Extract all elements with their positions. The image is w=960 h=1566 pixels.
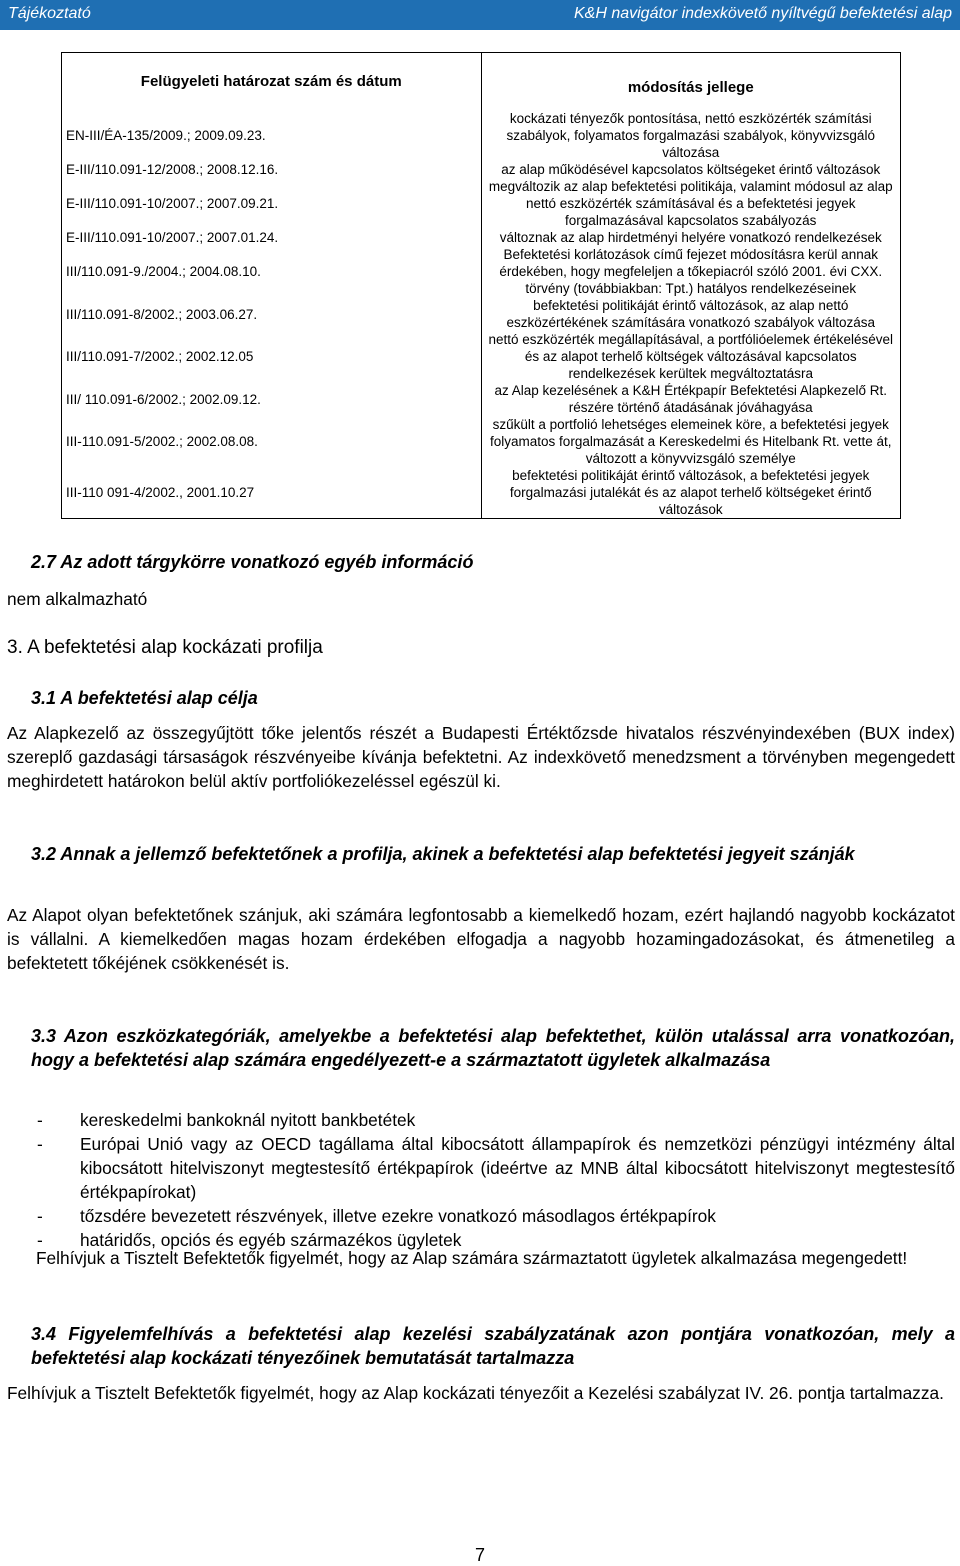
list-item-text: határidős, opciós és egyéb származékos ügyletek [80,1230,462,1250]
list-item [7,1108,955,1132]
list-item [7,1132,955,1204]
list-dash: - [37,1110,43,1130]
change-description-cell: befektetési politikáját érintő változások, az alap nettó eszközértékének számítására vonatkozó szabályok változása [506,298,875,330]
page-number: 7 [474,1545,485,1565]
table-row [62,178,901,229]
change-description-cell: szűkült a portfolió lehetséges elemeinek köre, a befektetési jegyek folyamatos forgalmazását a Kereskedelmi és Hitelbank Rt. vette át, változott a könyvvizsgáló személye [490,417,892,466]
table-row [62,467,901,519]
section-3-3-note: Felhívjuk a Tisztelt Befektetők figyelmét, hogy az Alap számára származtatott ügyletek alkalmazása megengedett! [36,1248,908,1268]
table-row [62,229,901,246]
change-description-cell: megváltozik az alap befektetési politikája, valamint módosul az alap nettó eszközérték számításával és a befektetési jegyek forgalmazásával kapcsolatos szabályozás [488,179,893,228]
page-header [0,0,960,30]
section-3-1-heading: 3.1 A befektetési alap célja [31,688,258,708]
resolution-cell: E-III/110.091-10/2007.; 2007.01.24. [62,229,482,246]
amendments-table [61,52,901,519]
section-3-2-heading: 3.2 Annak a jellemző befektetőnek a profilja, akinek a befektetési alap befektetési jegyeit szánják [31,844,855,864]
table-body [62,110,901,519]
resolution-cell: E-III/110.091-12/2008.; 2008.12.16. [62,161,482,178]
table-row [62,416,901,467]
list-item-text: Európai Unió vagy az OECD tagállama által kibocsátott állampapírok és nemzetközi pénzügyi intézmény által kibocsátott hitelviszonyt megtestesítő értékpapírok (ideértve az MNB által kibocsátott hitelviszonyt megtestesítő értékpapírokat) [80,1134,955,1202]
header-left-title: Tájékoztató [8,5,91,22]
resolution-cell: EN-III/ÉA-135/2009.; 2009.09.23. [62,110,482,161]
list-item [7,1204,955,1228]
table-row [62,382,901,416]
section-3-3-heading: 3.3 Azon eszközkategóriák, amelyekbe a befektetési alap befektethet, külön utalással arra vonatkozóan, hogy a befektetési alap számára engedélyezett-e a származtatott ügyletek alkalmazása [31,1026,955,1070]
table-row [62,161,901,178]
resolution-cell: E-III/110.091-10/2007.; 2007.09.21. [62,178,482,229]
table-header-row [62,53,901,111]
section-3-4-heading: 3.4 Figyelemfelhívás a befektetési alap kezelési szabályzatának azon pontjára vonatkozóan, mely a befektetési alap kockázati tényezőinek bemutatását tartalmazza [31,1324,955,1368]
resolution-cell: III/ 110.091-6/2002.; 2002.09.12. [62,382,482,416]
change-description-cell: Befektetési korlátozások című fejezet módosításra kerül annak érdekében, hogy megfeleljen a tőkepiacról szóló 2001. évi CXX. törvény (továbbiakban: Tpt.) hatályos rendelkezéseinek [499,247,883,296]
list-item-text: tőzsdére bevezetett részvények, illetve ezekre vonatkozó másodlagos értékpapírok [80,1206,716,1226]
change-description-cell: nettó eszközérték megállapításával, a portfólióelemek értékelésével és az alapot terhelő költségek változásával kapcsolatos rendelkezések kerültek megváltoztatásra [488,332,893,381]
change-description-cell: változnak az alap hirdetményi helyére vonatkozó rendelkezések [499,230,882,245]
table-row [62,297,901,331]
table-row [62,110,901,161]
table-row [62,331,901,382]
col-header-nature: módosítás jellege [627,78,754,96]
resolution-cell: III/110.091-8/2002.; 2003.06.27. [62,297,482,331]
section-2-7-heading: 2.7 Az adott tárgykörre vonatkozó egyéb információ [31,552,474,572]
list-item-text: kereskedelmi bankoknál nyitott bankbetétek [80,1110,416,1130]
list-dash: - [37,1206,43,1226]
change-description-cell: befektetési politikáját érintő változások, a befektetési jegyek forgalmazási jutalékát és az alapot terhelő költségeket érintő változások [509,468,872,517]
header-right-title: K&H navigátor indexkövető nyíltvégű befektetési alap [573,5,952,22]
section-3-1-text: Az Alapkezelő az összegyűjtött tőke jelentős részét a Budapesti Értéktőzsde hivatalos részvényindexében (BUX index) szereplő gazdasági társaságok részvényeibe kívánja befektetni. Az indexkövető menedzsment a törvényben megengedett meghirdetett határokon belül aktív portfoliókezeléssel egészül ki. [7,723,955,791]
list-dash: - [37,1230,43,1250]
section-3-4-text: Felhívjuk a Tisztelt Befektetők figyelmét, hogy az Alap kockázati tényezőit a Kezelési szabályzat IV. 26. pontja tartalmazza. [7,1383,944,1403]
col-header-resolution: Felügyeleti határozat szám és dátum [62,53,482,111]
section-3-heading: 3. A befektetési alap kockázati profilja [7,637,323,658]
change-description-cell: az Alap kezelésének a K&H Értékpapír Befektetési Alapkezelő Rt. részére történő átadásának jóváhagyása [494,383,887,415]
section-3-2-text: Az Alapot olyan befektetőnek szánjuk, aki számára legfontosabb a kiemelkedő hozam, ezért hajlandó nagyobb kockázatot is vállalni. A kiemelkedően magas hozam érdekében elfogadja a nagyobb hozamingadozásokat, és átmenetileg a befektetett tőkéjének csökkenését is. [7,905,955,973]
list-dash: - [37,1134,43,1154]
change-description-cell: kockázati tényezők pontosítása, nettó eszközérték számítási szabályok, folyamatos forgalmazási szabályok, könyvvizsgáló változása [506,111,875,160]
resolution-cell: III-110.091-5/2002.; 2002.08.08. [62,416,482,467]
resolution-cell: III/110.091-9./2004.; 2004.08.10. [62,246,482,297]
table-row [62,246,901,297]
section-2-7-text: nem alkalmazható [7,589,148,609]
change-description-cell: az alap működésével kapcsolatos költségeket érintő változások [501,162,881,177]
asset-category-list [7,1108,955,1252]
resolution-cell: III/110.091-7/2002.; 2002.12.05 [62,331,482,382]
resolution-cell: III-110 091-4/2002., 2001.10.27 [62,467,482,519]
